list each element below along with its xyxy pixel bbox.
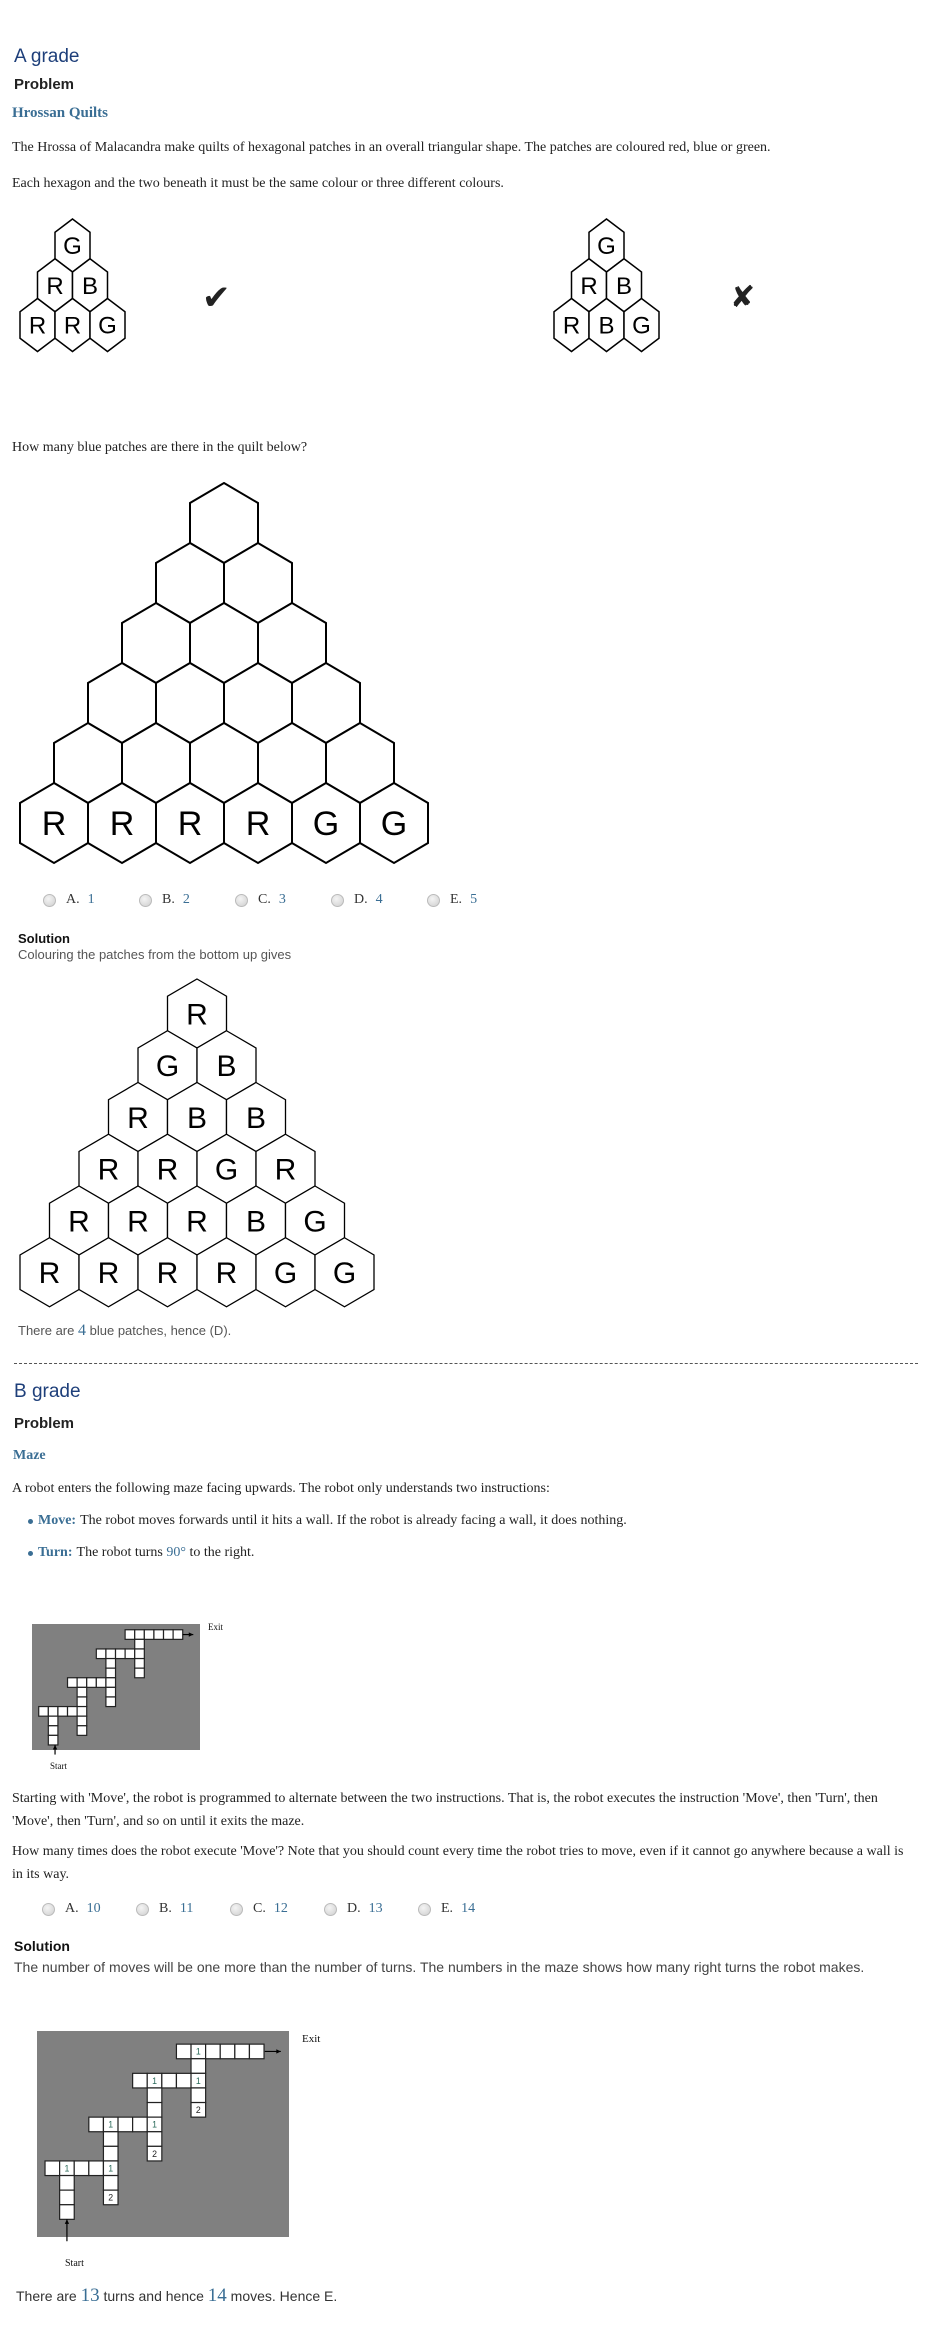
maze-cell: [58, 1707, 68, 1717]
choice-b[interactable]: B. 11: [136, 1901, 230, 1917]
a-question-text: How many blue patches are there in the quilt below?: [12, 440, 308, 455]
example-invalid-quilt: [552, 218, 752, 380]
hex-label: R: [245, 805, 271, 844]
radio-button[interactable]: [427, 894, 440, 907]
choice-c[interactable]: C. 12: [230, 1901, 324, 1917]
a-solution-text: Colouring the patches from the bottom up gives: [18, 947, 292, 962]
choice-e[interactable]: E. 5: [427, 892, 523, 908]
solution-maze-start-label: Start: [65, 2258, 84, 2269]
hex-label: G: [597, 233, 616, 261]
maze-cell: [144, 1630, 154, 1640]
hex-label: R: [97, 1153, 120, 1187]
radio-button[interactable]: [136, 1903, 149, 1916]
maze-cell: [135, 1668, 145, 1678]
example-valid-quilt: [18, 218, 218, 380]
b-para-alternate: Starting with 'Move', the robot is programmed to alternate between the two instructions. That is, the robot executes the instruction 'Move', then 'Turn', then 'Move', then 'Turn', and so on until it exits the maze.: [12, 1791, 878, 1829]
maze-cell: [147, 2103, 162, 2118]
maze-start-label: Start: [50, 1761, 67, 1771]
exit-arrow-icon-head: [189, 1632, 194, 1636]
bullet-icon: [28, 1519, 33, 1524]
radio-button[interactable]: [235, 894, 248, 907]
b-solution-text: The number of moves will be one more than the number of turns. The numbers in the maze shows how many right turns the robot makes.: [14, 1959, 865, 1975]
hex-label: G: [380, 805, 408, 844]
maze-cell: [133, 2117, 148, 2132]
turn-number: 1: [108, 2119, 114, 2130]
hex-label: G: [214, 1153, 239, 1187]
question-quilt: [18, 482, 438, 870]
hex-label: R: [562, 312, 581, 340]
maze-cell: [249, 2044, 264, 2059]
turn-number: 1: [152, 2075, 157, 2086]
maze-cell: [191, 2059, 206, 2074]
b-intro-text: A robot enters the following maze facing upwards. The robot only understands two instructions:: [12, 1481, 550, 1496]
maze-cell: [77, 1726, 87, 1736]
radio-button[interactable]: [331, 894, 344, 907]
maze-cell: [154, 1630, 164, 1640]
maze-cell: [191, 2088, 206, 2103]
a-answer-choices: [43, 892, 523, 908]
choice-a[interactable]: A. 1: [43, 892, 139, 908]
maze-cell: [235, 2044, 250, 2059]
b-question-text: How many times does the robot execute 'Move'? Note that you should count every time the robot tries to move, even if it cannot go anywhere because a wall is in its way.: [12, 1844, 904, 1882]
maze-cell: [133, 2073, 148, 2088]
a-problem-label: Problem: [14, 76, 75, 93]
start-arrow-icon-head: [53, 1745, 57, 1750]
maze-cell: [96, 1649, 106, 1659]
hex-label: R: [109, 805, 135, 844]
hex-label: G: [312, 805, 340, 844]
turn-number: 1: [108, 2163, 114, 2174]
maze-cell: [60, 2176, 75, 2191]
choice-b[interactable]: B. 2: [139, 892, 235, 908]
radio-button[interactable]: [324, 1903, 337, 1916]
b-problem-label: Problem: [14, 1415, 75, 1432]
hex-label: R: [274, 1153, 297, 1187]
hex-label: R: [177, 805, 203, 844]
maze-cell: [77, 1687, 87, 1697]
start-arrow-icon-head: [65, 2219, 69, 2224]
maze-cell: [135, 1639, 145, 1649]
blue-count: 4: [78, 1322, 86, 1339]
maze-paths: [32, 1624, 200, 1750]
hex-label: R: [156, 1153, 179, 1187]
maze-cell: [48, 1726, 58, 1736]
hex-label: R: [580, 272, 598, 300]
a-rule-text: Each hexagon and the two beneath it must be the same colour or three different colours.: [12, 176, 504, 191]
choice-d[interactable]: D. 13: [324, 1901, 418, 1917]
maze-cell: [60, 2190, 75, 2205]
choice-c[interactable]: C. 3: [235, 892, 331, 908]
maze-cell: [135, 1649, 145, 1659]
maze-cell: [106, 1659, 116, 1669]
hex-label: B: [186, 1101, 208, 1135]
maze-cell: [176, 2073, 191, 2088]
maze-cell: [68, 1707, 78, 1717]
hex-label: R: [127, 1205, 149, 1239]
hex-label: G: [273, 1257, 298, 1291]
a-answer-line: There are 4 blue patches, hence (D).: [18, 1322, 232, 1339]
hex-label: B: [216, 1050, 237, 1084]
solution-maze-exit-label: Exit: [302, 2033, 321, 2045]
maze-cell: [77, 1678, 87, 1688]
maze-cell: [162, 2073, 177, 2088]
turn-number: 2: [152, 2148, 157, 2159]
maze-cell: [87, 1678, 97, 1688]
radio-button[interactable]: [418, 1903, 431, 1916]
maze-cell: [103, 2176, 118, 2191]
hex-label: R: [215, 1257, 238, 1291]
bullet-icon: [28, 1551, 33, 1556]
choice-a[interactable]: A. 10: [42, 1901, 136, 1917]
maze-exit-label: Exit: [208, 1622, 223, 1632]
hex-label: G: [98, 312, 117, 340]
section-divider: [14, 1363, 918, 1364]
hex-label: B: [81, 272, 99, 300]
hex-label: B: [245, 1205, 267, 1239]
maze-cell: [116, 1649, 126, 1659]
maze-cell: [125, 1630, 135, 1640]
maze-cell: [220, 2044, 235, 2059]
b-answer-line: There are 13 turns and hence 14 moves. Hence E.: [16, 2285, 338, 2306]
solution-maze-paths: [37, 2031, 289, 2237]
maze-cell: [106, 1687, 116, 1697]
hex-label: R: [41, 805, 67, 844]
turn-number: 1: [195, 2075, 201, 2086]
choice-e[interactable]: E. 14: [418, 1901, 512, 1917]
move-count: 14: [207, 2285, 227, 2306]
maze-cell: [206, 2044, 221, 2059]
instruction-move: Move: The robot moves forwards until it hits a wall. If the robot is already facing a wall, it does nothing.: [28, 1513, 627, 1529]
hex-label: R: [127, 1101, 149, 1135]
maze-cell: [176, 2044, 191, 2059]
hex-label: R: [46, 272, 64, 300]
hex-label: G: [632, 312, 651, 340]
maze-cell: [68, 1678, 78, 1688]
a-solution-heading: Solution: [18, 931, 70, 946]
hex-label: G: [63, 233, 82, 261]
hex-label: R: [63, 312, 82, 340]
maze-cell: [39, 1707, 49, 1717]
turn-number: 1: [195, 2046, 201, 2057]
maze-cell: [106, 1697, 116, 1707]
hex-label: R: [186, 1205, 208, 1239]
hex-label: B: [245, 1101, 267, 1135]
checkmark-icon: ✔: [202, 278, 231, 318]
hex-label: B: [598, 312, 615, 340]
instruction-turn: Turn: The robot turns 90° to the right.: [28, 1545, 254, 1561]
a-grade-heading: A grade: [14, 46, 80, 67]
maze-cell: [48, 1735, 58, 1745]
maze-cell: [48, 1707, 58, 1717]
maze-cell: [118, 2117, 133, 2132]
radio-button[interactable]: [43, 894, 56, 907]
maze-cell: [103, 2132, 118, 2147]
turn-number: 1: [64, 2163, 70, 2174]
hex-label: R: [186, 998, 208, 1032]
maze-cell: [147, 2088, 162, 2103]
b-answer-choices: [42, 1901, 512, 1917]
hex-label: G: [155, 1050, 180, 1084]
a-problem-title: Hrossan Quilts: [12, 105, 108, 121]
maze-cell: [89, 2117, 104, 2132]
maze-cell: [77, 1697, 87, 1707]
maze-cell: [77, 1707, 87, 1717]
turn-number: 2: [195, 2105, 201, 2116]
maze-cell: [135, 1630, 145, 1640]
maze-cell: [147, 2132, 162, 2147]
b-solution-heading: Solution: [14, 1938, 70, 1954]
maze-cell: [103, 2146, 118, 2161]
maze-cell: [106, 1649, 116, 1659]
hex-label: R: [28, 312, 47, 340]
hex-label: R: [156, 1257, 179, 1291]
hex-label: G: [303, 1205, 327, 1239]
maze-cell: [96, 1678, 106, 1688]
radio-button[interactable]: [42, 1903, 55, 1916]
maze-cell: [48, 1716, 58, 1726]
turn-number: 2: [108, 2192, 114, 2203]
hex-label: G: [332, 1257, 357, 1291]
hex-label: B: [615, 272, 633, 300]
radio-button[interactable]: [230, 1903, 243, 1916]
choice-d[interactable]: D. 4: [331, 892, 427, 908]
maze-cell: [125, 1649, 135, 1659]
turn-number: 1: [152, 2119, 157, 2130]
maze-cell: [74, 2161, 89, 2176]
maze-cell: [106, 1668, 116, 1678]
b-grade-heading: B grade: [14, 1381, 81, 1402]
cross-icon: ✘: [730, 280, 756, 315]
hex-label: R: [68, 1205, 90, 1239]
b-problem-title: Maze: [13, 1448, 46, 1463]
maze-cell: [77, 1716, 87, 1726]
maze-cell: [164, 1630, 174, 1640]
hex-label: R: [38, 1257, 61, 1291]
turn-count: 13: [80, 2285, 100, 2306]
radio-button[interactable]: [139, 894, 152, 907]
hex-label: R: [97, 1257, 120, 1291]
maze-cell: [45, 2161, 60, 2176]
a-intro-text: The Hrossa of Malacandra make quilts of hexagonal patches in an overall triangular shape. The patches are coloured red, blue or green.: [12, 140, 771, 155]
solution-quilt: [18, 978, 380, 1308]
exit-arrow-icon-head: [276, 2049, 281, 2053]
maze-cell: [135, 1659, 145, 1669]
maze-cell: [106, 1678, 116, 1688]
maze-cell: [173, 1630, 183, 1640]
maze-cell: [89, 2161, 104, 2176]
maze-cell: [60, 2205, 75, 2220]
